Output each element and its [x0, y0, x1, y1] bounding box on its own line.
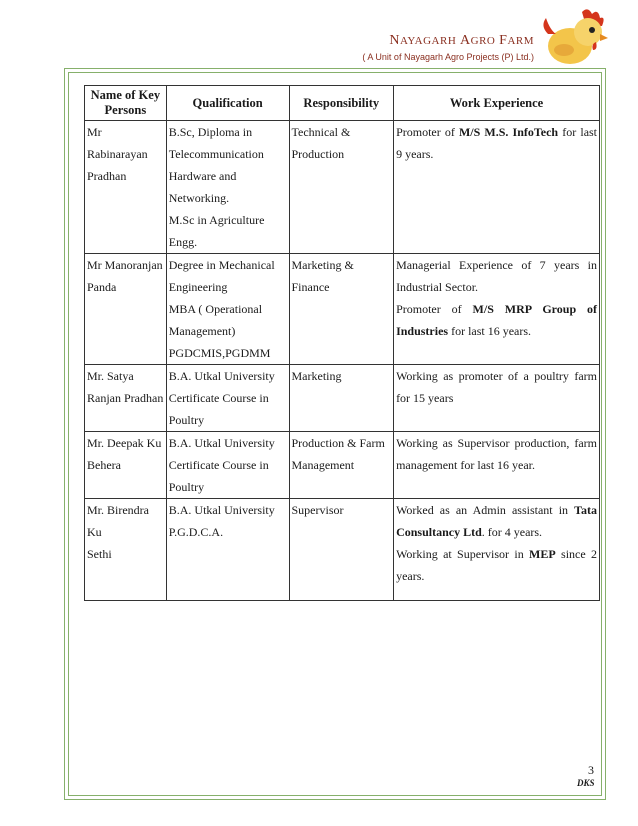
title-word: NAYAGARH: [389, 33, 457, 48]
page-number: 3: [588, 763, 594, 777]
header-qualification: [166, 86, 289, 121]
header-work-experience: [394, 86, 600, 121]
cell-line: Management: [291, 458, 355, 472]
cell-work-experience: [394, 121, 600, 254]
header-name: [85, 86, 167, 121]
header-responsibility: [289, 86, 394, 121]
cell-line: Networking.: [168, 191, 230, 205]
author-mark: DKS: [577, 778, 595, 788]
cell-responsibility: [289, 254, 394, 365]
cell-responsibility: [289, 365, 394, 432]
cell-line: Engg.: [168, 235, 198, 249]
cell-line: Poultry: [168, 413, 205, 427]
experience-text: Managerial Experience of 7 years in Industrial Sector.: [396, 258, 597, 294]
title-word: AGRO: [460, 33, 496, 48]
header-label: Work Experience: [449, 95, 544, 110]
cell-responsibility: [289, 432, 394, 499]
farm-subtitle: ( A Unit of Nayagarh Agro Projects (P) Ltd.): [362, 52, 534, 62]
experience-text: Promoter of: [396, 125, 459, 139]
table-row: [85, 121, 600, 254]
cell-line: Production & Farm: [291, 436, 385, 450]
table-row: [85, 432, 600, 499]
cell-line: PGDCMIS,PGDMM: [168, 346, 271, 360]
key-persons-table: [84, 85, 600, 601]
cell-line: MBA ( Operational: [168, 302, 263, 316]
cell-line: B.A. Utkal University: [168, 369, 275, 383]
experience-text: since 2 years.: [396, 547, 597, 583]
cell-qualification: [166, 254, 289, 365]
cell-work-experience: [394, 254, 600, 365]
cell-line: M.Sc in Agriculture: [168, 213, 265, 227]
header-label: Responsibility: [303, 95, 380, 110]
cell-line: Mr. Satya: [87, 369, 134, 383]
cell-line: Supervisor: [291, 503, 344, 517]
cell-line: Ranjan Pradhan: [87, 391, 164, 405]
cell-responsibility: [289, 121, 394, 254]
company-name: M/S MRP Group of Industries: [396, 302, 598, 338]
header-label: Qualification: [192, 95, 263, 110]
experience-text: Worked as an Admin assistant in: [396, 503, 575, 517]
table-row: [85, 365, 600, 432]
cell-line: Hardware and: [168, 169, 237, 183]
cell-line: Finance: [291, 280, 330, 294]
cell-line: Certificate Course in: [168, 458, 269, 472]
cell-line: Marketing: [291, 369, 342, 383]
cell-line: Poultry: [168, 480, 205, 494]
table-header-row: [85, 86, 600, 121]
rooster-logo: [538, 4, 608, 68]
cell-line: B.A. Utkal University: [168, 503, 275, 517]
cell-name: [85, 254, 167, 365]
cell-line: Mr Rabinarayan: [87, 125, 148, 161]
company-name: M/S M.S. InfoTech: [458, 125, 559, 139]
experience-text: for last 9 years.: [396, 125, 598, 161]
cell-line: Mr Manoranjan: [87, 258, 163, 272]
title-word: FARM: [499, 33, 534, 48]
experience-text: Working as Supervisor production, farm management for last 16 year.: [396, 436, 597, 472]
table-row: [85, 499, 600, 601]
cell-line: Pradhan: [87, 169, 127, 183]
cell-line: Marketing &: [291, 258, 354, 272]
cell-line: Management): [168, 324, 236, 338]
cell-qualification: [166, 499, 289, 601]
cell-name: [85, 499, 167, 601]
cell-line: P.G.D.C.A.: [168, 525, 224, 539]
company-name: MEP: [529, 547, 556, 561]
cell-name: [85, 121, 167, 254]
cell-line: Degree in Mechanical: [168, 258, 275, 272]
experience-text: Working at Supervisor in: [396, 547, 530, 561]
cell-work-experience: [394, 499, 600, 601]
company-name: Tata Consultancy Ltd: [396, 503, 597, 539]
cell-line: Telecommunication: [168, 147, 264, 161]
cell-responsibility: [289, 499, 394, 601]
cell-line: Certificate Course in: [168, 391, 269, 405]
experience-text: Promoter of: [396, 302, 473, 316]
experience-text: for last 16 years.: [448, 324, 532, 338]
table-row: [85, 254, 600, 365]
cell-line: Panda: [87, 280, 117, 294]
cell-line: B.A. Utkal University: [168, 436, 275, 450]
cell-work-experience: [394, 365, 600, 432]
experience-text: Working as promoter of a poultry farm for 15 years: [396, 369, 597, 405]
cell-qualification: [166, 365, 289, 432]
cell-name: [85, 365, 167, 432]
cell-line: Production: [291, 147, 345, 161]
cell-line: Mr. Deepak Ku: [87, 436, 162, 450]
cell-qualification: [166, 432, 289, 499]
cell-line: Technical &: [291, 125, 351, 139]
cell-qualification: [166, 121, 289, 254]
cell-line: Behera: [87, 458, 121, 472]
cell-work-experience: [394, 432, 600, 499]
header-label: Name of Key Persons: [90, 88, 161, 117]
cell-line: Engineering: [168, 280, 228, 294]
cell-line: Mr. Birendra Ku: [87, 503, 149, 539]
cell-line: Sethi: [87, 547, 112, 561]
experience-text: . for 4 years.: [481, 525, 543, 539]
cell-name: [85, 432, 167, 499]
farm-title: [0, 32, 534, 49]
cell-line: B.Sc, Diploma in: [168, 125, 253, 139]
